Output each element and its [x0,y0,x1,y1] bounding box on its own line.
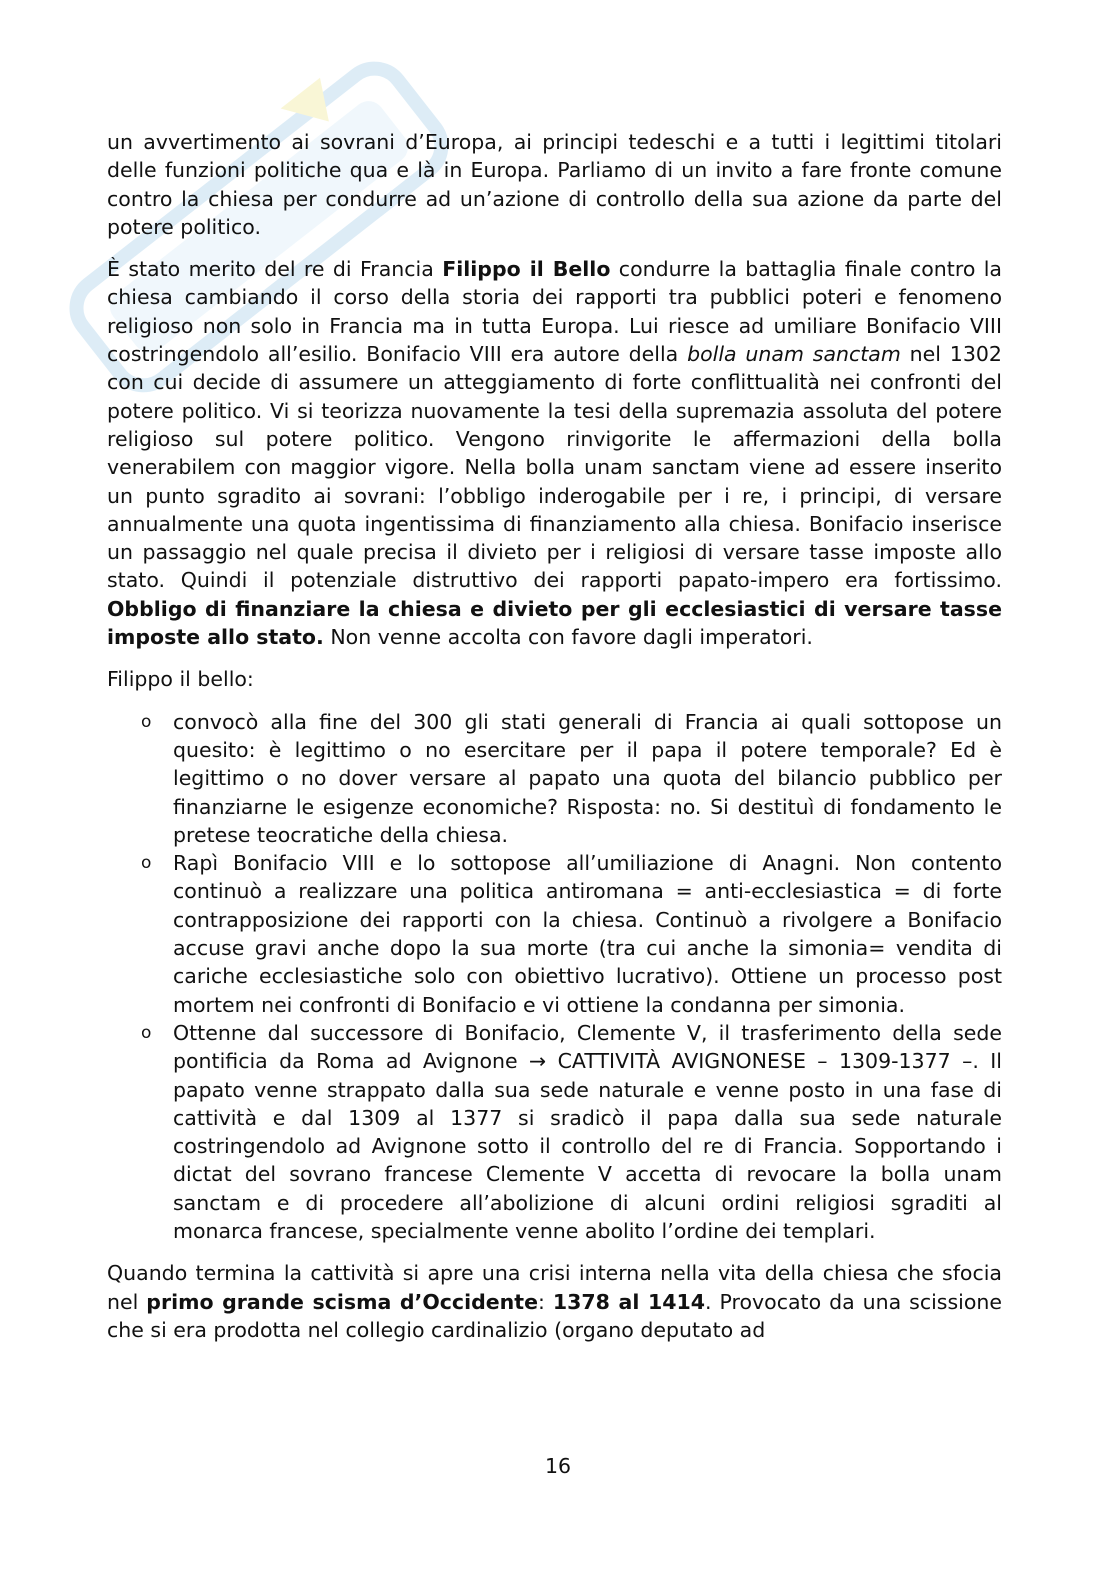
text-run: Non venne accolta con favore dagli imperatori. [323,625,813,650]
document-body [107,128,1002,1358]
page-number: 16 [544,1454,572,1478]
text-run: Quando termina la cattività si apre una crisi interna nella vita della chiesa che sfocia nel [107,1261,1002,1314]
list-item-text: Ottenne dal successore di Bonifacio, Clemente V, il trasferimento della sede pontificia da Roma ad Avignone → CATTIVITÀ AVIGNONESE – 1309-1377 –. Il papato venne strappato dalla sua sede naturale e venne posto in una fase di cattività e dal 1309 al 1377 si sradicò il papa dalla sua sede naturale costringendolo ad Avignone sotto il controllo del re di Francia. Sopportando i dictat del sovrano francese Clemente V accetta di revocare la bolla unam sanctam e di procedere all’abolizione di alcuni ordini religiosi sgraditi al monarca francese, specialmente venne abolito l’ordine dei templari. [173,1020,1002,1243]
bullet-marker: o [141,711,152,732]
paragraph-2 [107,255,1002,651]
bullet-list [107,708,1002,1246]
text-run: condurre la battaglia finale contro la chiesa cambiando il corso della storia dei rapporti tra pubblici poteri e fenomeno religioso non solo in Francia ma in tutta Europa. Lui riesce ad umiliare Bonifacio VIII costringendolo all’esilio. Bonifacio VIII era autore della [107,257,1002,367]
list-item-text: Rapì Bonifacio VIII e lo sottopose all’umiliazione di Anagni. Non contento continuò a realizzare una politica antiromana = anti-ecclesiastica = di forte contrapposizione dei rapporti con la chiesa. Continuò a rivolgere a Bonifacio accuse gravi anche dopo la sua morte (tra cui anche la simonia= vendita di cariche ecclesiastiche solo con obiettivo lucrativo). Ottiene un processo post mortem nei confronti di Bonifacio e vi ottiene la condanna per simonia. [173,851,1002,1017]
text-run: . Provocato da una scissione che si era prodotta nel collegio cardinalizio (organo deputato ad [107,1289,1002,1342]
bold-text: 1378 al 1414 [552,1289,706,1314]
list-item [107,849,1002,1019]
paragraph-3: Filippo il bello: [107,667,254,692]
paragraph-4 [107,1259,1002,1344]
list-item [107,1019,1002,1245]
list-item [107,708,1002,849]
list-item-text: convocò alla fine del 300 gli stati generali di Francia ai quali sottopose un quesito: è legittimo o no esercitare per il papa il potere temporale? Ed è legittimo o no dover versare al papato una quota del bilancio pubblico per finanziarne le esigenze economiche? Risposta: no. Si destituì di fondamento le pretese teocratiche della chiesa. [173,709,1002,847]
bold-text: Obbligo di finanziare la chiesa e divieto per gli ecclesiastici di versare tasse imposte allo stato. [107,596,1002,650]
bold-text: primo grande scisma d’Occidente [146,1289,538,1314]
bold-text: Filippo il Bello [442,257,611,282]
text-run: nel 1302 con cui decide di assumere un atteggiamento di forte conflittualità nei confronti del potere politico. Vi si teorizza nuovamente la tesi della supremazia assoluta del potere religioso sul potere politico. Vengono rinvigorite le affermazioni della bolla venerabilem con maggior vigore. Nella bolla unam sanctam viene ad essere inserito un punto sgradito ai sovrani: l’obbligo inderogabile per i re, i principi, di versare annualmente una quota ingentissima di finanziamento alla chiesa. Bonifacio inserisce un passaggio nel quale precisa il divieto per i religiosi di versare tasse imposte allo stato. Quindi il potenziale distruttivo dei rapporti papato-impero era fortissimo. [107,342,1002,593]
italic-text: bolla unam sanctam [687,342,901,367]
text-run: : [537,1289,553,1314]
paragraph-1: un avvertimento ai sovrani d’Europa, ai principi tedeschi e a tutti i legittimi titolari delle funzioni politiche qua e là in Europa. Parliamo di un invito a fare fronte comune contro la chiesa per condurre ad un’azione di controllo della sua azione da parte del potere politico. [107,130,1002,239]
bullet-marker: o [141,1022,152,1043]
bullet-marker: o [141,853,152,874]
text-run: È stato merito del re di Francia [107,257,443,282]
